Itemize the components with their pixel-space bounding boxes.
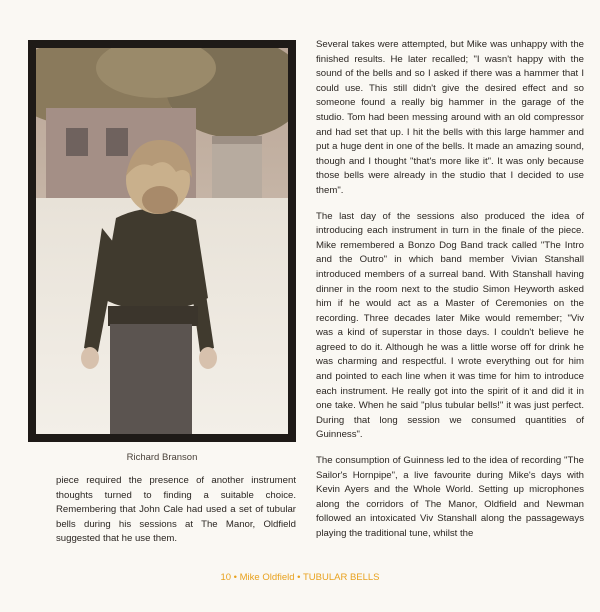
right-paragraph-1: Several takes were attempted, but Mike was unhappy with the finished results. He later recalled; "I wasn't happy with the sound of the bells and so I asked if there was a hammer that I could use. This still didn't give the desired effect and so someone found a really big hammer in the garage of the studio. Tom had been messing around with an old compressor and had set that up. I hit the bells with this large hammer and put a huge dent in one of the bells. It made an amazing sound, though and I thought "that's more like it". It was only because those bells were already in the studio that I decided to use them". bbox=[316, 39, 584, 196]
right-paragraph-2: The last day of the sessions also produced the idea of introducing each instrument in turn in the finale of the piece. Mike remembered a Bonzo Dog Band track called "The Intro and the Outro" in which band member Vivian Stanshall introduced members of a surreal band. With Stanshall having dinner in the room next to the studio Simon Heyworth asked him if he would act as a Master of Ceremonies on the recording. Three decades later Mike would remember; "Viv was a kind of superstar in those days. I couldn't believe he agreed to do it. Although he was a little worse off for drink he was charming and respectful. I wrote everything out for him and pointed to each line when it was time for him to introduce each instrument. He really got into the spirit of it and did it in one take. When he said "plus tubular bells!" it was just perfect. During that long session we consumed quantities of Guinness". bbox=[316, 210, 584, 441]
photo-image bbox=[36, 48, 288, 434]
left-paragraph: piece required the presence of another instrument thoughts turned to finding a suitable choice. Remembering that John Cale had used a set of tubular bells during his sessions at The Manor, Oldfield suggested that he use them. bbox=[56, 475, 296, 545]
page-footer: 10 • Mike Oldfield • TUBULAR BELLS bbox=[220, 572, 380, 583]
right-paragraph-3: The consumption of Guinness led to the idea of recording "The Sailor's Hornpipe", a live favourite during Mike's days with Kevin Ayers and the Whole World. Setting up microphones along the corridors of The Manor, Oldfield and Newman followed an intoxicated Viv Stanshall along the passageways playing the traditional tune, whilst the bbox=[316, 455, 584, 539]
left-column bbox=[56, 474, 296, 558]
branson-photo bbox=[28, 40, 296, 442]
photo-caption: Richard Branson bbox=[126, 452, 198, 463]
right-column bbox=[316, 38, 584, 553]
